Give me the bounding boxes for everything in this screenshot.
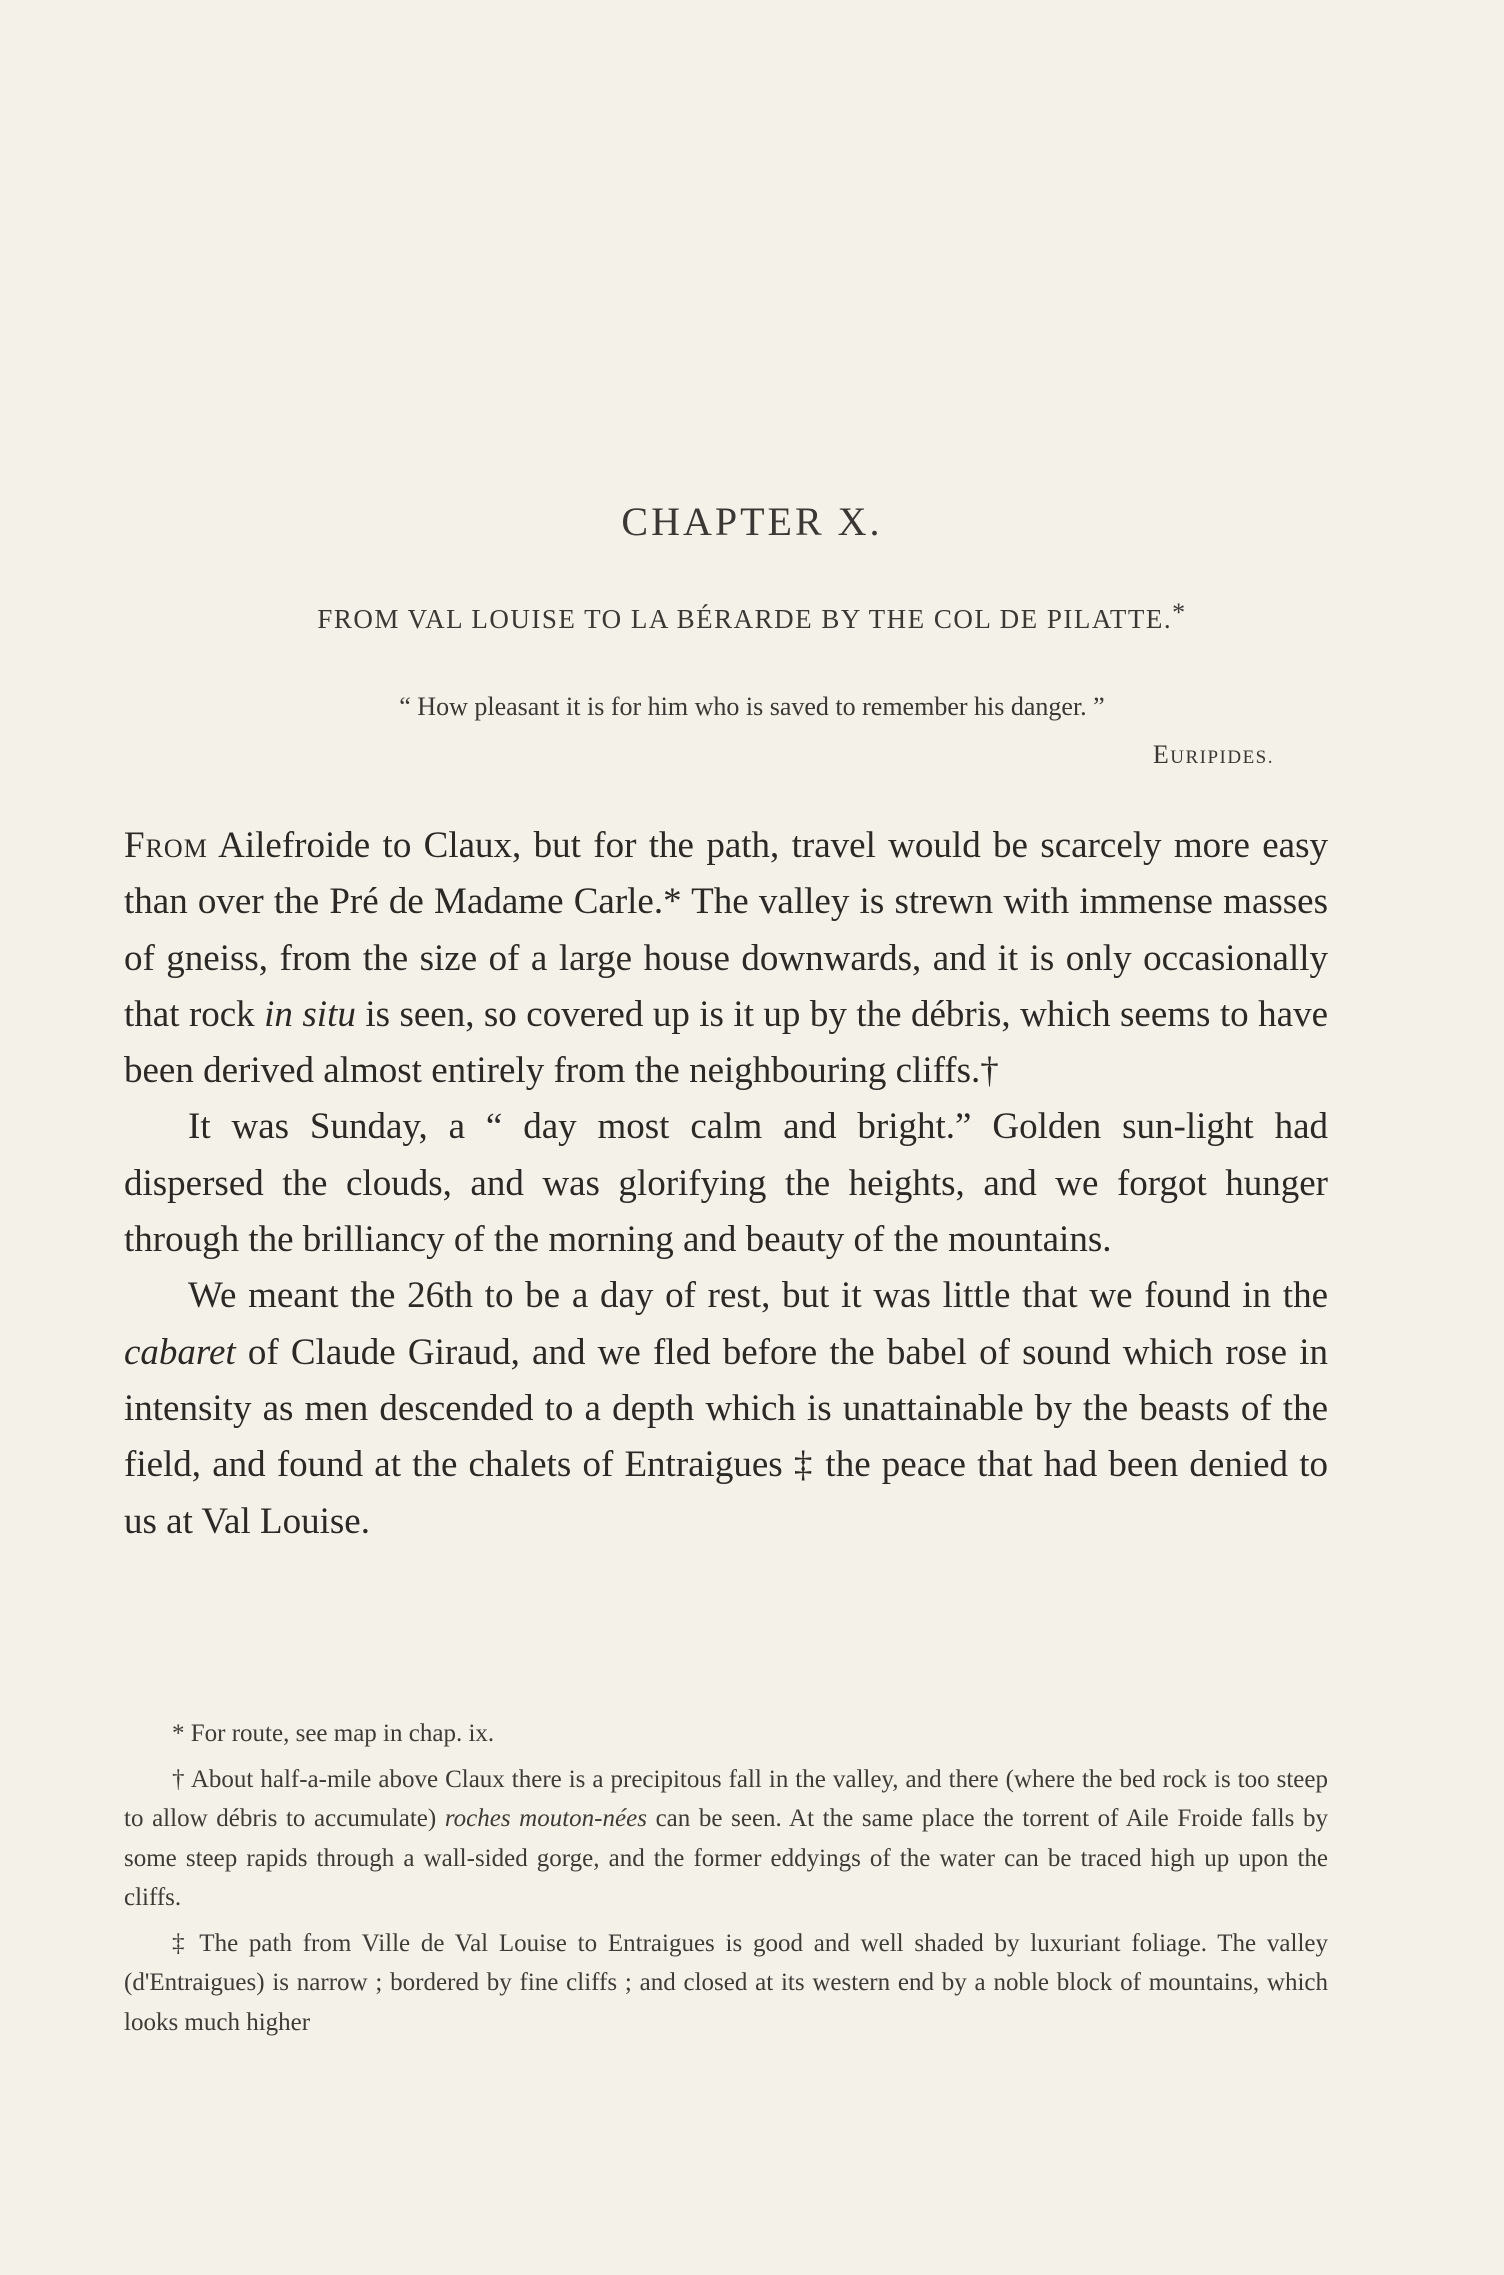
body-paragraph-1 xyxy=(124,818,1328,1099)
footnote-2-italic: roches mouton-nées xyxy=(444,1805,647,1832)
body-text xyxy=(124,818,1328,1550)
chapter-subtitle xyxy=(0,598,1504,635)
epigraph-author xyxy=(1153,740,1274,770)
chapter-title: CHAPTER X. xyxy=(621,499,883,544)
paragraph-3-italic: cabaret xyxy=(124,1331,236,1373)
subtitle-footnote-mark: * xyxy=(1172,598,1187,627)
paragraph-1-italic: in situ xyxy=(264,993,356,1035)
body-paragraph-2: It was Sunday, a “ day most calm and bright.” Golden sun-light had dispersed the clouds, and was glorifying the heights, and we forgot hunger through the brilliancy of the morning and beauty of the mountains. xyxy=(124,1106,1328,1261)
footnote-2 xyxy=(124,1760,1328,1918)
body-paragraph-3 xyxy=(124,1268,1328,1549)
paragraph-3-text-b: of Claude Giraud, and we fled before the babel of sound which rose in intensity as men descended to a depth which is unattainable by the beasts of the field, and found at the chalets of Entraigues ‡ the peace that had been denied to us at Val Louise. xyxy=(124,1331,1328,1542)
epigraph-author-rest: URIPIDES. xyxy=(1170,747,1274,768)
paragraph-lead-word: From xyxy=(124,825,208,866)
footnote-3: ‡ The path from Ville de Val Louise to Entraigues is good and well shaded by luxuriant foliage. The valley (d'Entraigues) is narrow ; bordered by fine cliffs ; and closed at its western end by a noble block of mountains, which looks much higher xyxy=(124,1929,1328,2036)
footnotes xyxy=(124,1714,1328,2042)
epigraph-author-initial: E xyxy=(1152,740,1171,769)
paragraph-1-text-a: Ailefroide to Claux, but for the path, travel would be scarcely more easy than over the Pré de Madame Carle.* The valley is strewn with immense masses of gneiss, from the size of a large house downwards, and it is only occasionally that rock xyxy=(124,825,1328,1035)
chapter-subtitle-text: FROM VAL LOUISE TO LA BÉRARDE BY THE COL DE PILATTE. xyxy=(317,604,1173,634)
epigraph-quote: “ How pleasant it is for him who is saved to remember his danger. ” xyxy=(399,692,1105,721)
footnote-1: * For route, see map in chap. ix. xyxy=(172,1720,495,1747)
footnote-2-text-a: † About half-a-mile above Claux there is a precipitous fall in the valley, and there (where the bed rock is too steep to allow débris to accumulate) xyxy=(124,1765,1328,1832)
footnote-2-text-b: can be seen. At the same place the torrent of Aile Froide falls by some steep rapids through a wall-sided gorge, and the former eddyings of the water can be traced high up upon the cliffs. xyxy=(124,1805,1328,1911)
paragraph-3-text-a: We meant the 26th to be a day of rest, but it was little that we found in the xyxy=(188,1275,1328,1317)
paragraph-1-text-b: is seen, so covered up is it up by the débris, which seems to have been derived almost entirely from the neighbouring cliffs.† xyxy=(124,993,1328,1092)
